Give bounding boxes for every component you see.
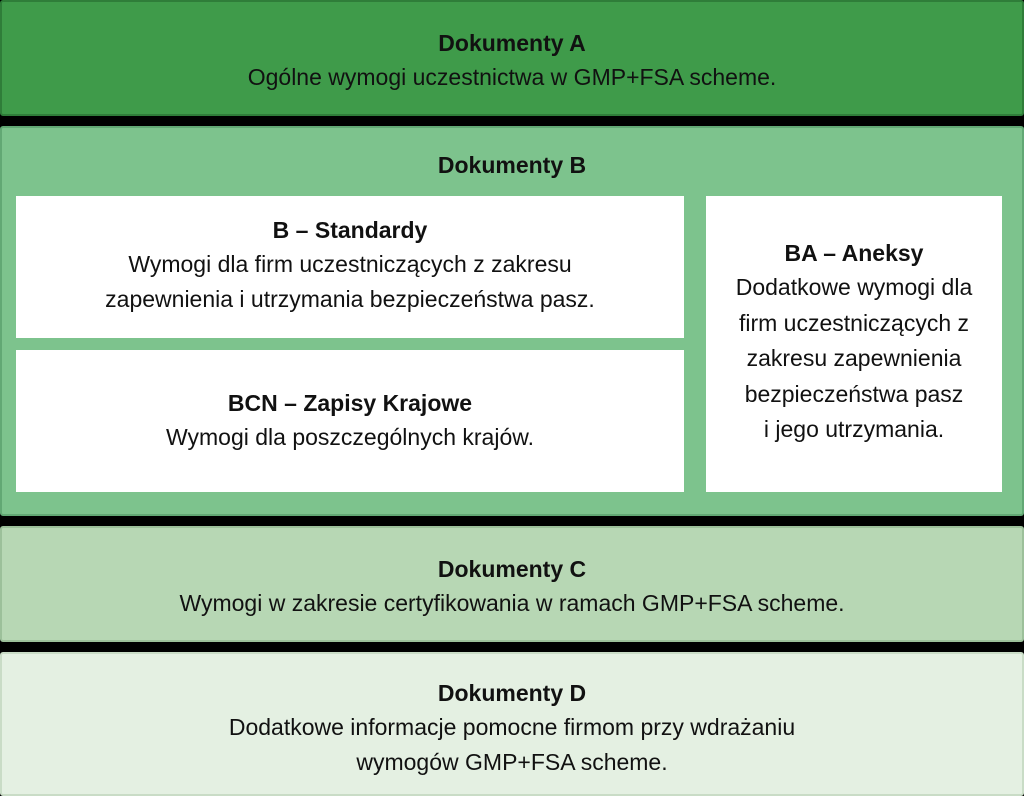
bcn-title: BCN – Zapisy Krajowe (227, 390, 473, 416)
bcn-description: Wymogi dla poszczególnych krajów. (166, 424, 534, 450)
documents-c-description: Wymogi w zakresie certyfikowania w ramach GMP+FSA scheme. (179, 590, 845, 616)
documents-a-description: Ogólne wymogi uczestnictwa w GMP+FSA scheme. (247, 64, 777, 90)
documents-a-band (0, 0, 1024, 116)
ba-line: Dodatkowe wymogi dla (735, 274, 973, 300)
b-standards-box (16, 196, 684, 338)
b-standards-line: Wymogi dla firm uczestniczących z zakresu (128, 251, 572, 277)
b-standards-description (16, 247, 684, 317)
b-standards-line: zapewnienia i utrzymania bezpieczeństwa pasz. (105, 286, 595, 312)
ba-line: firm uczestniczących z (738, 309, 970, 336)
documents-b-title: Dokumenty B (437, 152, 587, 178)
documents-d-line: wymogów GMP+FSA scheme. (356, 749, 668, 775)
ba-line: bezpieczeństwa pasz (744, 380, 964, 407)
ba-annexes-box (706, 196, 1002, 492)
documents-b-band (0, 126, 1024, 516)
documents-d-title: Dokumenty D (437, 680, 587, 706)
ba-line: i jego utrzymania. (763, 416, 945, 442)
b-standards-title: B – Standardy (272, 217, 428, 243)
ba-line: zakresu zapewnienia (746, 345, 962, 371)
ba-title: BA – Aneksy (784, 240, 924, 266)
documents-d-band (0, 652, 1024, 796)
documents-c-band (0, 526, 1024, 642)
documents-d-line: Dodatkowe informacje pomocne firmom przy wdrażaniu (228, 714, 796, 740)
documents-d-description (2, 710, 1022, 780)
bcn-national-records-box (16, 350, 684, 492)
documents-a-title: Dokumenty A (438, 30, 586, 56)
documents-c-title: Dokumenty C (437, 556, 587, 582)
ba-description (706, 270, 1002, 448)
